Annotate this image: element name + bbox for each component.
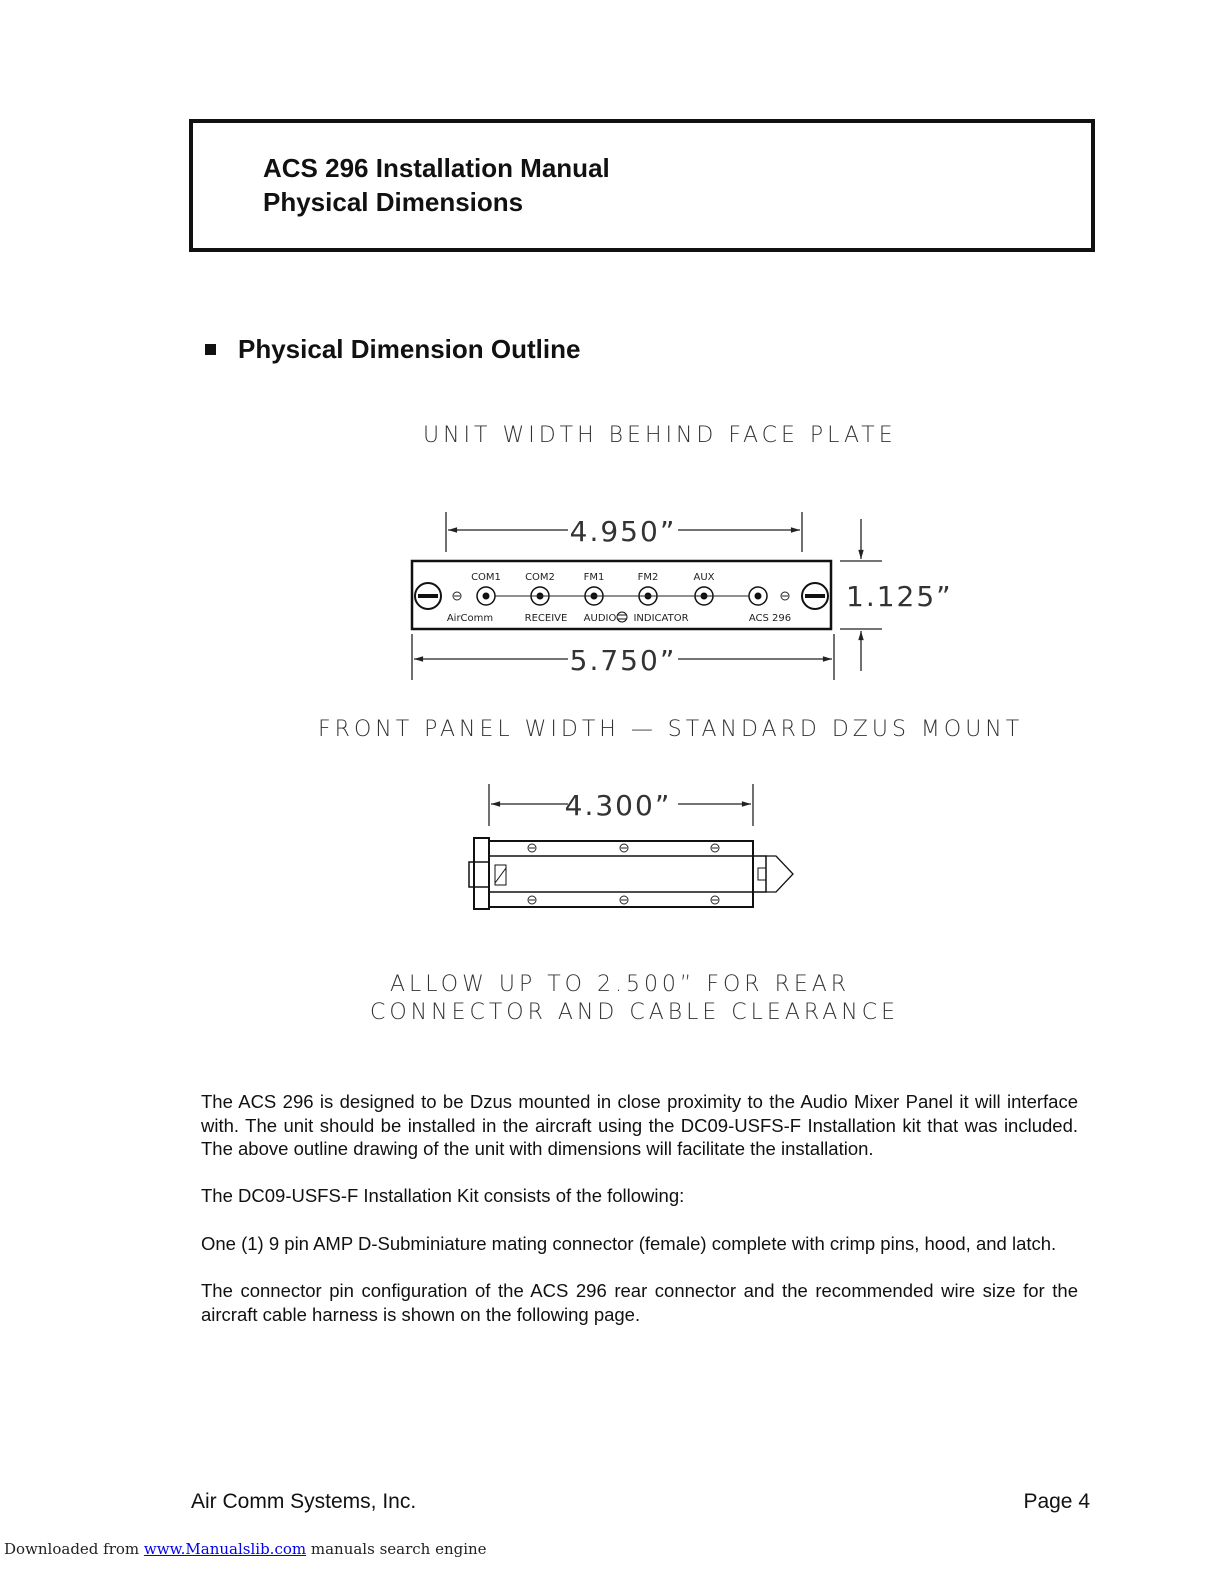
label-fm2: FM2	[637, 572, 659, 583]
inner-width-label: 4.950”	[569, 515, 677, 548]
outer-width-label: 5.750”	[569, 644, 677, 677]
label-indicator: INDICATOR	[633, 613, 689, 624]
footer-company: Air Comm Systems, Inc.	[191, 1490, 417, 1513]
section-heading-text: Physical Dimension Outline	[238, 334, 581, 364]
label-com1: COM1	[471, 572, 501, 583]
download-prefix: Downloaded from	[4, 1540, 144, 1558]
dzus-fastener-left-icon	[415, 583, 441, 609]
label-brand: AirComm	[446, 613, 494, 624]
dzus-fastener-right-icon	[802, 583, 828, 609]
side-view-drawing	[469, 838, 793, 909]
label-receive: RECEIVE	[524, 613, 568, 624]
caption-unit-width: UNIT WIDTH BEHIND FACE PLATE	[423, 423, 897, 448]
caption-rear-clearance-1: ALLOW UP TO 2.500” FOR REAR	[390, 972, 851, 997]
label-aux: AUX	[693, 572, 715, 583]
manualslib-link[interactable]: www.Manualslib.com	[143, 1540, 307, 1558]
label-model: ACS 296	[748, 613, 792, 624]
paragraph-intro: The ACS 296 is designed to be Dzus mounted in close proximity to the Audio Mixer Panel it will interface with. The unit should be installed in the aircraft using the DC09-USFS-F Installation kit that was included. The above outline drawing of the unit with dimensions will facilitate the installation.	[201, 1091, 1078, 1159]
download-notice	[4, 1540, 487, 1558]
footer-page-number: Page 4	[1023, 1490, 1090, 1513]
paragraph-kit-item: One (1) 9 pin AMP D-Subminiature mating connector (female) complete with crimp pins, hood, and latch.	[201, 1233, 1057, 1254]
download-suffix: manuals search engine	[306, 1540, 487, 1558]
depth-label: 4.300”	[564, 789, 672, 822]
height-label: 1.125”	[846, 580, 953, 613]
label-fm1: FM1	[583, 572, 605, 583]
label-audio: AUDIO	[583, 613, 617, 624]
knob-com1-icon	[477, 587, 495, 605]
section-title: Physical Dimensions	[263, 187, 524, 217]
knob-model-icon	[749, 587, 767, 605]
manual-title: ACS 296 Installation Manual	[263, 153, 610, 183]
label-com2: COM2	[525, 572, 555, 583]
indicator-led-icon	[617, 612, 627, 622]
paragraph-pin-config: The connector pin configuration of the ACS 296 rear connector and the recommended wire size for the aircraft cable harness is shown on the following page.	[201, 1280, 1078, 1325]
side-screws-icon	[528, 844, 719, 904]
caption-front-panel: FRONT PANEL WIDTH — STANDARD DZUS MOUNT	[318, 717, 1024, 742]
paragraph-kit-intro: The DC09-USFS-F Installation Kit consists of the following:	[201, 1185, 685, 1206]
caption-rear-clearance-2: CONNECTOR AND CABLE CLEARANCE	[370, 1000, 900, 1025]
screw-right-icon	[781, 592, 789, 600]
screw-left-icon	[453, 592, 461, 600]
